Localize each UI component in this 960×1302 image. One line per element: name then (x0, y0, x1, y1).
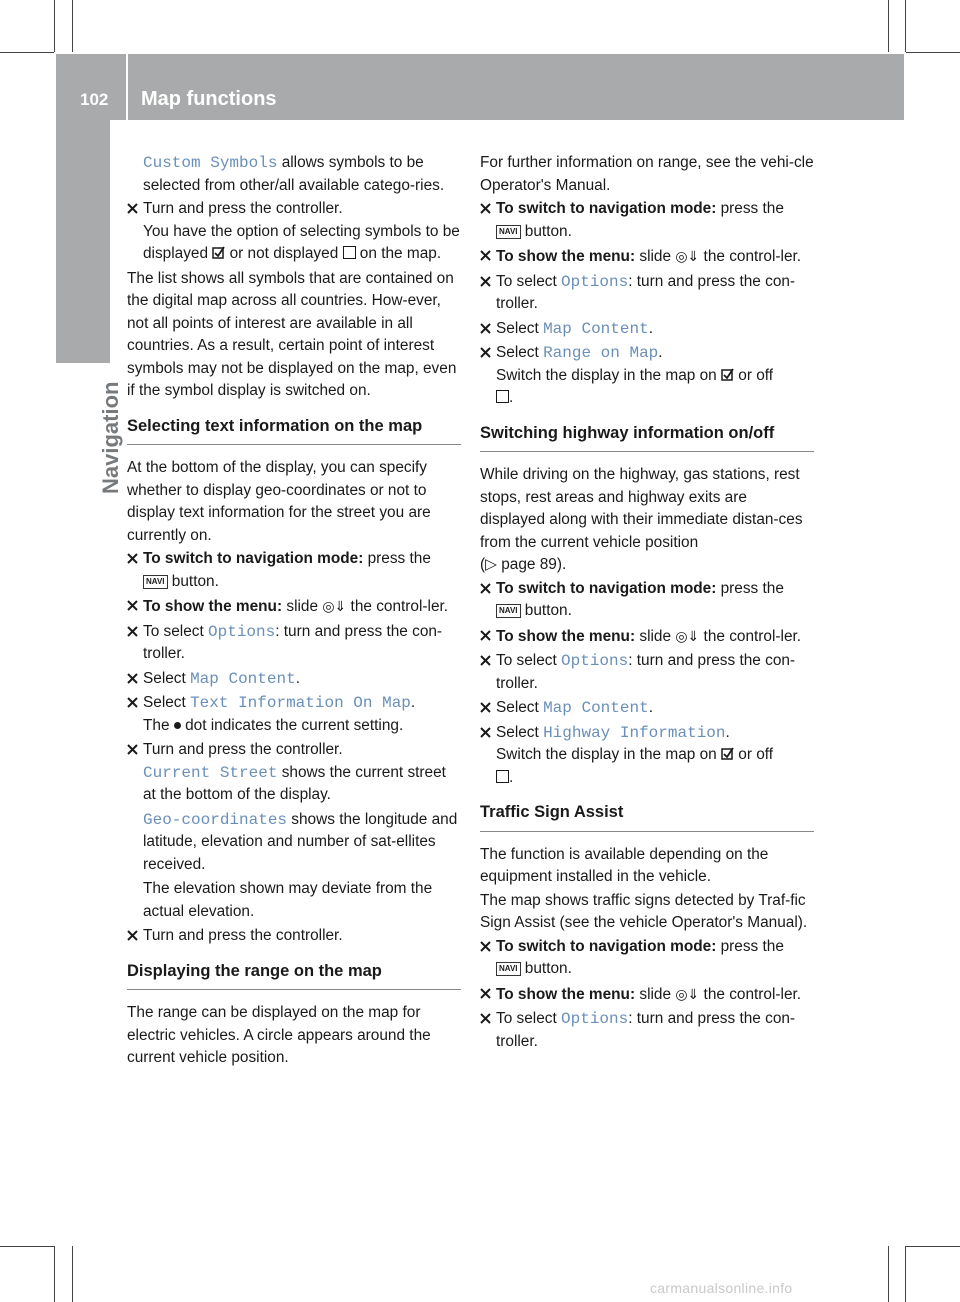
page-title: Map functions (141, 88, 277, 110)
step: Turn and press the controller. (127, 925, 461, 948)
page-number: 102 (80, 90, 109, 109)
step: Select Map Content. (127, 668, 461, 691)
paragraph: The map shows traffic signs detected by Traf-fic Sign Assist (see the vehicle Operator's Manual). (480, 891, 808, 931)
watermark[interactable]: carmanualsonline.info (650, 1280, 793, 1296)
x-arrow-icon (480, 941, 491, 952)
menu-item-highway-information: Highway Information (543, 723, 726, 742)
left-column (127, 152, 461, 1071)
x-arrow-icon (480, 250, 491, 261)
controller-slide-icon: ◎⇓ (322, 598, 347, 614)
controller-slide-icon: ◎⇓ (675, 248, 700, 264)
menu-item-options: Options (208, 622, 276, 641)
checkbox-empty-icon (343, 246, 356, 259)
navi-button-icon: NAVI (496, 225, 521, 239)
x-arrow-icon (480, 347, 491, 358)
menu-item-options: Options (561, 272, 629, 291)
crop-mark (905, 0, 906, 52)
x-arrow-icon (480, 727, 491, 738)
divider (480, 451, 814, 452)
paragraph: The function is available depending on the equipment installed in the vehicle. (480, 845, 769, 885)
checkbox-checked-icon (721, 747, 734, 760)
step: Turn and press the controller. Current Street shows the current street at the bottom of the display. Geo-coordinates shows the longitude and latitude, elevation and number of sat-ellites received. The elevation shown may deviate from the actual elevation. (127, 739, 461, 923)
crop-mark (888, 0, 889, 52)
crop-mark (0, 1246, 54, 1247)
crop-mark (906, 52, 960, 53)
x-arrow-icon (127, 697, 138, 708)
menu-item-text-information: Text Information On Map (190, 694, 411, 712)
crop-mark (72, 1246, 73, 1302)
step: To select Options: turn and press the con-troller. (127, 621, 461, 666)
x-arrow-icon (127, 600, 138, 611)
paragraph: Custom Symbols allows symbols to be selected from other/all available catego-ries. (143, 154, 445, 194)
x-arrow-icon (127, 626, 138, 637)
step: To select Options: turn and press the con-troller. (480, 1008, 814, 1053)
step: Select Highway Information. Switch the display in the map on or off . (480, 722, 814, 790)
note: The elevation shown may deviate from the actual elevation. (143, 880, 433, 920)
x-arrow-icon (127, 673, 138, 684)
controller-slide-icon: ◎⇓ (675, 985, 700, 1002)
x-arrow-icon (480, 630, 491, 641)
x-arrow-icon (480, 702, 491, 713)
x-arrow-icon (480, 323, 491, 334)
divider (127, 989, 461, 990)
crop-mark (888, 1246, 889, 1302)
section-heading: Displaying the range on the map (127, 961, 382, 980)
checkbox-checked-icon (721, 368, 734, 381)
x-arrow-icon (480, 988, 491, 999)
section-heading: Traffic Sign Assist (480, 803, 624, 821)
crop-mark (72, 0, 73, 52)
x-arrow-icon (127, 930, 138, 941)
paragraph: While driving on the highway, gas stations, rest stops, rest areas and highway exits are displayed along with their immediate distan-ces from the current vehicle position (▷ page 89). (480, 466, 803, 573)
crop-mark (905, 1246, 906, 1302)
crop-mark (54, 1246, 55, 1302)
paragraph: For further information on range, see the vehi-cle Operator's Manual. (480, 154, 814, 194)
x-arrow-icon (127, 203, 138, 214)
header-separator (126, 54, 128, 120)
step: To select Options: turn and press the con-troller. (480, 271, 814, 316)
menu-item-range-on-map: Range on Map (543, 344, 659, 362)
menu-item-custom-symbols: Custom Symbols (143, 154, 278, 172)
menu-item-current-street: Current Street (143, 763, 278, 782)
paragraph: The list shows all symbols that are contained on the digital map across all countries. How-ever, not all points of interest are available in all countries. As a result, certain point of interest symbols may not be displayed on the map, even if the symbol display is switched on. (127, 269, 457, 399)
x-arrow-icon (480, 655, 491, 666)
navi-button-icon: NAVI (496, 962, 521, 976)
step: To switch to navigation mode: press the NAVI button. (480, 936, 814, 981)
step: Select Map Content. (480, 697, 814, 720)
menu-item-options: Options (561, 652, 629, 670)
menu-item-map-content: Map Content (543, 319, 649, 338)
checkbox-checked-icon (212, 246, 225, 259)
navi-button-icon: NAVI (496, 604, 521, 618)
page-reference: (▷ page 89). (480, 556, 567, 573)
step: To show the menu: slide ◎⇓ the control-ler. (480, 625, 814, 649)
section-heading: Selecting text information on the map (127, 416, 423, 435)
checkbox-empty-icon (496, 770, 509, 783)
checkbox-empty-icon (496, 390, 509, 403)
paragraph: The range can be displayed on the map for electric vehicles. A circle appears around the current vehicle position. (127, 1004, 431, 1066)
step: Select Range on Map. Switch the display in the map on or off . (480, 342, 814, 410)
crop-mark (54, 0, 55, 52)
step: To show the menu: slide ◎⇓ the control-ler. (480, 245, 814, 269)
step: To show the menu: slide ◎⇓ the control-ler. (480, 983, 814, 1007)
step: To switch to navigation mode: press the NAVI button. (480, 198, 814, 243)
menu-item-options: Options (561, 1010, 629, 1028)
dot-icon (174, 722, 181, 729)
divider (480, 831, 814, 832)
crop-mark (0, 52, 54, 53)
side-tab-block (56, 120, 110, 363)
section-heading: Switching highway information on/off (480, 423, 775, 442)
menu-item-map-content: Map Content (190, 669, 296, 688)
step: Select Map Content. (480, 318, 814, 341)
paragraph: At the bottom of the display, you can specify whether to display geo-coordinates or not to display text information for the street you are currently on. (127, 459, 431, 544)
menu-item-map-content: Map Content (543, 699, 649, 717)
x-arrow-icon (480, 1013, 491, 1024)
x-arrow-icon (480, 276, 491, 287)
step: Turn and press the controller. You have the option of selecting symbols to be displayed or not displayed on the map. (127, 198, 461, 266)
side-tab-label: Navigation (98, 381, 123, 494)
step: To switch to navigation mode: press the NAVI button. (127, 548, 461, 593)
menu-item-geo-coordinates: Geo-coordinates (143, 810, 288, 829)
navi-button-icon: NAVI (143, 575, 168, 589)
crop-mark (906, 1246, 960, 1247)
x-arrow-icon (127, 553, 138, 564)
step: To show the menu: slide ◎⇓ the control-ler. (127, 595, 461, 619)
controller-slide-icon: ◎⇓ (675, 627, 700, 644)
x-arrow-icon (127, 744, 138, 755)
x-arrow-icon (480, 203, 491, 214)
step: Select Text Information On Map. The dot indicates the current setting. (127, 692, 461, 737)
step: To select Options: turn and press the con-troller. (480, 650, 814, 695)
x-arrow-icon (480, 583, 491, 594)
divider (127, 444, 461, 445)
step: To switch to navigation mode: press the NAVI button. (480, 578, 814, 623)
right-column (480, 152, 814, 1055)
